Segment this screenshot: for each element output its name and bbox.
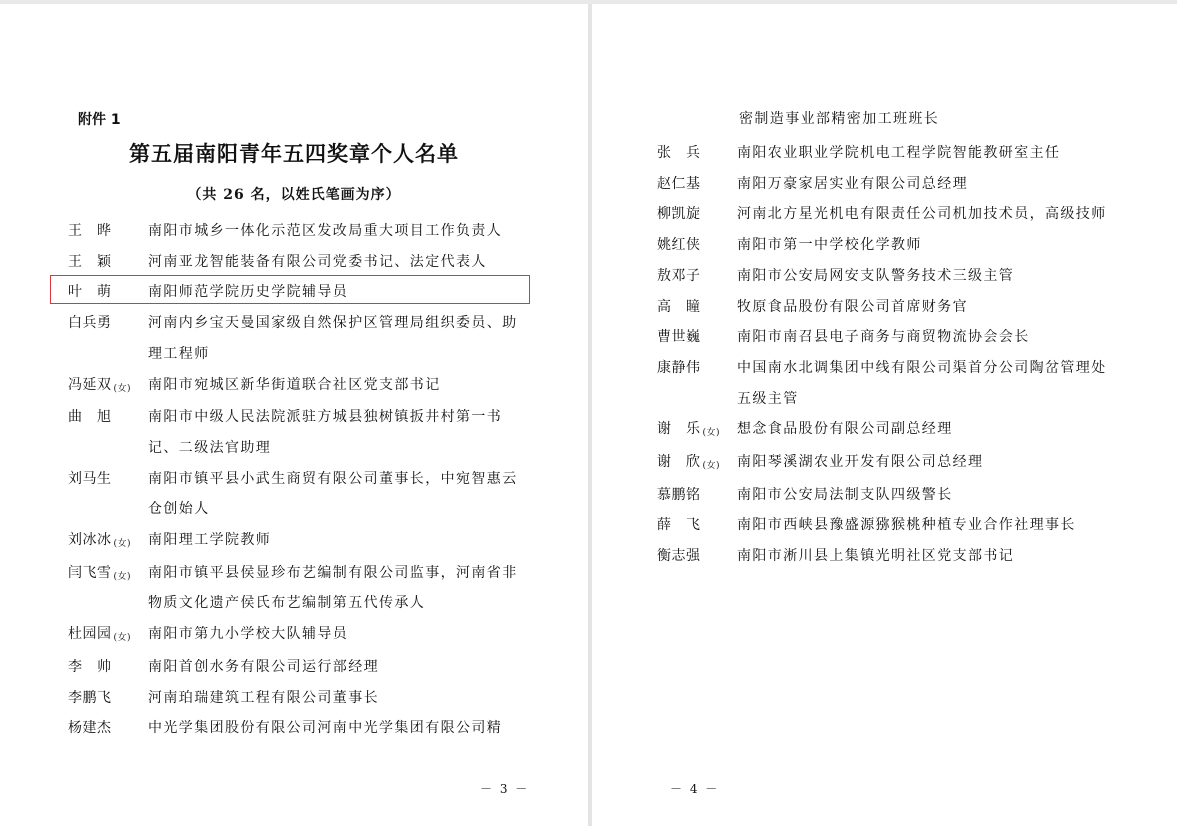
page-number-left: － 3 －	[480, 782, 530, 796]
person-name-text: 敖邓子	[657, 267, 701, 284]
highlight-box	[50, 275, 530, 304]
person-title: 中光学集团股份有限公司河南中光学集团有限公司精	[148, 720, 503, 737]
person-name	[68, 402, 148, 463]
document-title: 第五届南阳青年五四奖章个人名单	[129, 141, 459, 166]
list-item	[68, 683, 526, 714]
list-item	[68, 308, 526, 369]
person-name	[657, 322, 737, 353]
document-subtitle: （共 26 名，以姓氏笔画为序）	[187, 187, 401, 203]
person-name-text: 李 帅	[68, 658, 112, 675]
person-title: 南阳师范学院历史学院辅导员	[148, 284, 349, 301]
female-mark: (女)	[702, 428, 721, 439]
list-item	[657, 447, 1115, 480]
list-item	[68, 713, 526, 744]
person-name	[68, 370, 148, 403]
person-name-text: 康静伟	[657, 359, 701, 376]
person-name-text: 张 兵	[657, 145, 701, 161]
page-number-right: － 4 －	[670, 782, 720, 796]
person-name	[657, 230, 737, 261]
right-entry-list	[657, 138, 1115, 572]
person-name-text: 闫飞雪	[68, 564, 112, 581]
continued-text: 密制造事业部精密加工班班长	[739, 111, 940, 127]
right-page	[592, 4, 1177, 826]
person-title: 南阳首创水务有限公司运行部经理	[148, 658, 379, 675]
person-name	[68, 247, 148, 278]
person-name-text: 叶 萌	[68, 284, 112, 301]
person-name-text: 曲 旭	[68, 409, 112, 426]
list-item	[657, 230, 1115, 261]
person-name	[68, 683, 148, 714]
person-title: 南阳市中级人民法院派驻方城县独树镇扳井村第一书记、二级法官助理	[148, 409, 503, 456]
person-name-text: 曹世巍	[657, 329, 701, 346]
person-name	[657, 292, 737, 323]
list-item	[657, 292, 1115, 323]
person-name-text: 杜园园	[68, 626, 112, 643]
person-name-text: 刘冰冰	[68, 532, 112, 549]
person-name	[68, 713, 148, 744]
person-name-text: 白兵勇	[68, 315, 112, 332]
person-name	[657, 261, 737, 292]
person-name	[68, 464, 148, 525]
list-item	[68, 370, 526, 403]
person-name-text: 刘马生	[68, 470, 112, 487]
person-name-text: 王 晔	[68, 223, 112, 239]
female-mark: (女)	[702, 461, 721, 472]
person-title: 南阳市公安局法制支队四级警长	[737, 486, 953, 503]
person-name-text: 冯延双	[68, 376, 112, 393]
person-name-text: 王 颖	[68, 253, 112, 270]
person-name-text: 赵仁基	[657, 175, 701, 192]
person-title: 南阳市南召县电子商务与商贸物流协会会长	[737, 329, 1030, 346]
person-title: 想念食品股份有限公司副总经理	[737, 421, 953, 438]
person-title: 南阳市西峡县豫盛源猕猴桃种植专业合作社理事长	[737, 517, 1076, 534]
person-title: 河南北方星光机电有限责任公司机加技术员，高级技师	[737, 206, 1107, 223]
person-title: 南阳市城乡一体化示范区发改局重大项目工作负责人	[148, 223, 503, 239]
female-mark: (女)	[113, 539, 132, 550]
list-item	[68, 525, 526, 558]
list-item	[657, 261, 1115, 292]
person-title: 南阳市公安局网安支队警务技术三级主管	[737, 267, 1015, 284]
list-item	[657, 169, 1115, 200]
person-title: 南阳市宛城区新华街道联合社区党支部书记	[148, 376, 441, 393]
person-name	[657, 169, 737, 200]
attachment-label: 附件 1	[78, 112, 121, 128]
person-name	[657, 199, 737, 230]
list-item	[657, 541, 1115, 572]
person-name-text: 高 瞳	[657, 298, 701, 315]
person-title: 南阳理工学院教师	[148, 532, 272, 549]
person-name	[657, 480, 737, 511]
person-title: 南阳市镇平县侯显珍布艺编制有限公司监事，河南省非物质文化遗产侯氏布艺编制第五代传承人	[148, 564, 518, 612]
list-item	[657, 199, 1115, 230]
person-title: 南阳市镇平县小武生商贸有限公司董事长，中宛智惠云仓创始人	[148, 470, 518, 518]
person-title: 南阳市淅川县上集镇光明社区党支部书记	[737, 548, 1015, 565]
list-item	[68, 558, 526, 619]
person-name-text: 薛 飞	[657, 517, 701, 534]
person-name-text: 谢 欣	[657, 454, 701, 471]
left-page	[0, 4, 588, 826]
list-item	[68, 247, 526, 278]
list-item	[68, 402, 526, 463]
person-title: 南阳农业职业学院机电工程学院智能教研室主任	[737, 145, 1061, 161]
person-name-text: 柳凯旋	[657, 206, 701, 223]
person-title: 南阳市第九小学校大队辅导员	[148, 626, 349, 643]
person-name	[68, 525, 148, 558]
person-name	[657, 138, 737, 169]
person-name-text: 谢 乐	[657, 421, 701, 438]
list-item	[657, 480, 1115, 511]
female-mark: (女)	[113, 383, 132, 394]
person-name	[657, 541, 737, 572]
person-name	[657, 510, 737, 541]
female-mark: (女)	[113, 571, 132, 582]
list-item	[68, 216, 526, 247]
person-title: 河南内乡宝天曼国家级自然保护区管理局组织委员、助理工程师	[148, 315, 518, 362]
person-name	[68, 308, 148, 369]
list-item	[657, 138, 1115, 169]
list-item	[657, 322, 1115, 353]
person-name	[657, 414, 737, 447]
person-name-text: 杨建杰	[68, 720, 112, 737]
person-title: 河南珀瑞建筑工程有限公司董事长	[148, 689, 379, 706]
person-title: 河南亚龙智能装备有限公司党委书记、法定代表人	[148, 253, 487, 270]
list-item	[657, 414, 1115, 447]
list-item	[657, 353, 1115, 414]
list-item	[68, 619, 526, 652]
list-item	[68, 464, 526, 525]
person-name-text: 慕鹏铭	[657, 486, 701, 503]
person-name-text: 衡志强	[657, 548, 701, 565]
person-name-text: 姚红侠	[657, 237, 701, 254]
list-item	[657, 510, 1115, 541]
person-name	[68, 558, 148, 619]
person-name	[68, 652, 148, 683]
person-name	[657, 353, 737, 414]
person-title: 南阳琴溪湖农业开发有限公司总经理	[737, 454, 984, 471]
person-title: 南阳市第一中学校化学教师	[737, 237, 922, 254]
person-title: 南阳万豪家居实业有限公司总经理	[737, 175, 968, 192]
person-name	[68, 619, 148, 652]
person-name	[68, 216, 148, 247]
person-title: 牧原食品股份有限公司首席财务官	[737, 298, 968, 315]
person-name	[657, 447, 737, 480]
female-mark: (女)	[113, 633, 132, 644]
list-item	[68, 652, 526, 683]
person-title: 中国南水北调集团中线有限公司渠首分公司陶岔管理处五级主管	[737, 359, 1107, 407]
person-name-text: 李鹏飞	[68, 689, 112, 706]
